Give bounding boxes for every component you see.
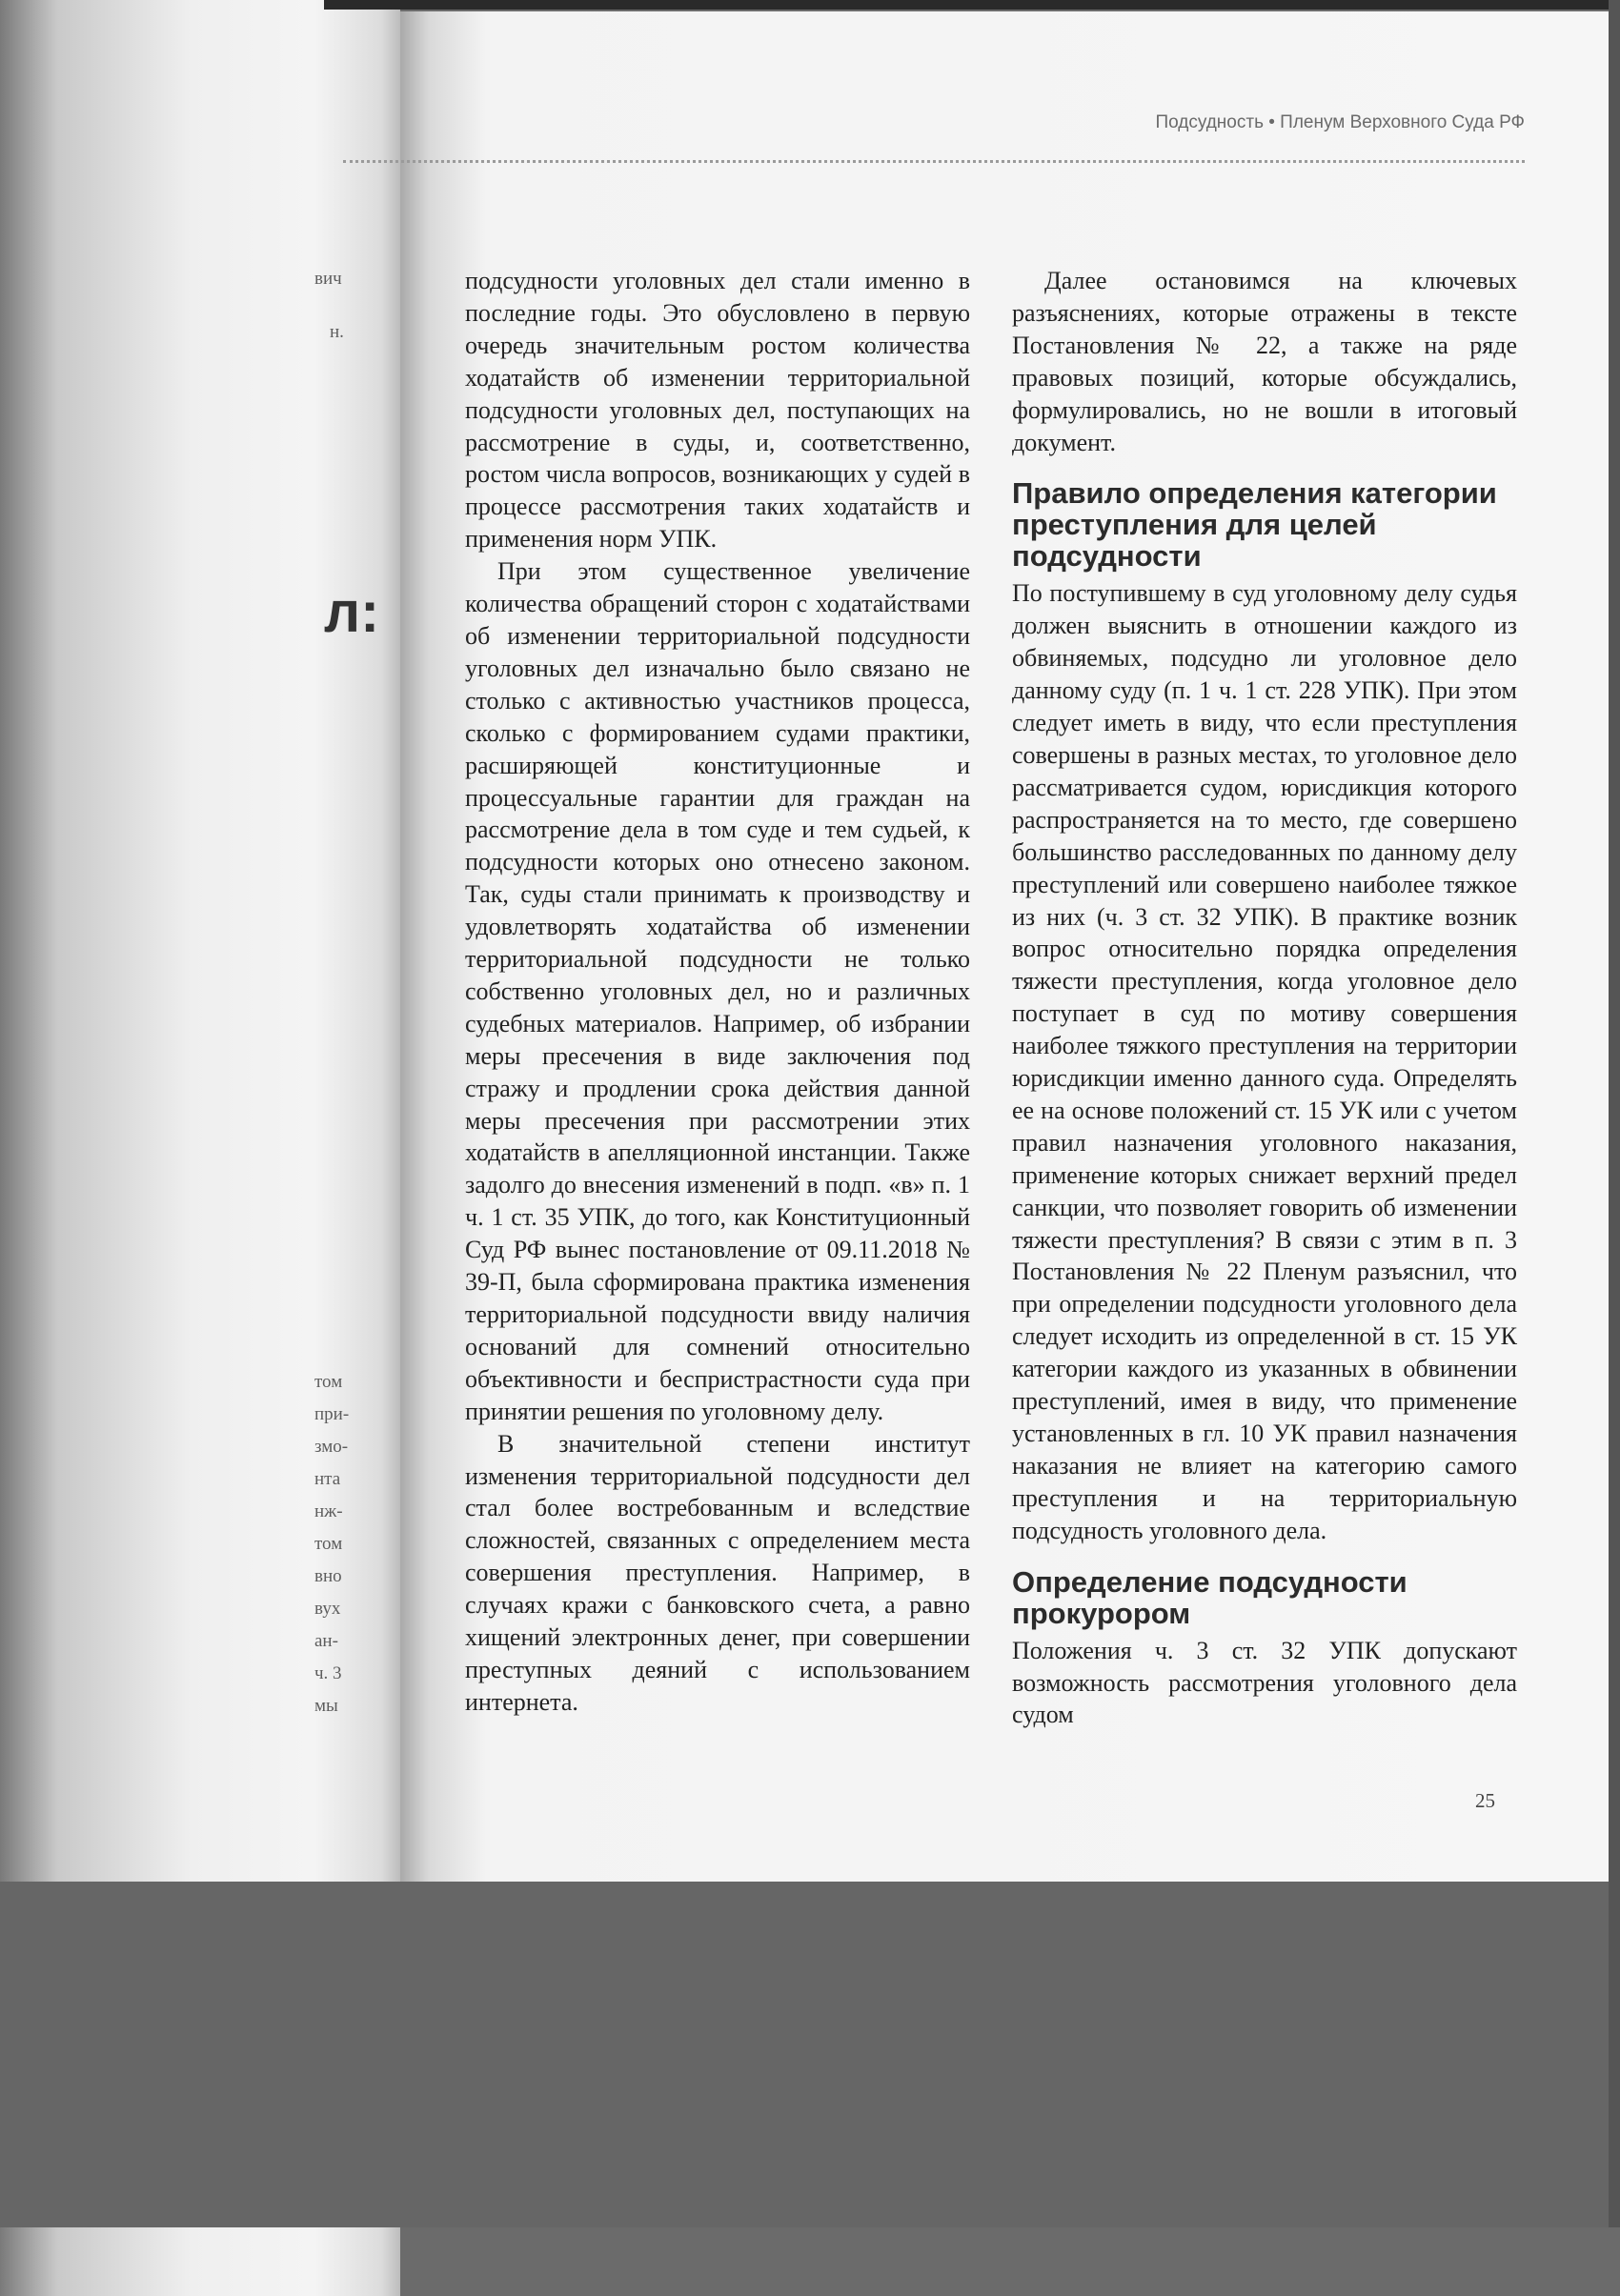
left-fragment: вич <box>314 269 342 289</box>
left-fragment: том <box>314 1534 343 1554</box>
text-column-left <box>465 265 970 1719</box>
scan-edge-top <box>324 0 1620 10</box>
left-fragment: ан- <box>314 1631 338 1651</box>
scan-background <box>0 1882 1620 2227</box>
paragraph: При этом существенное увеличение количества обращений сторон с ходатайствами об изменении территориальной подсудности уголовных дел изначально было связано не столько с активностью участников процесса, сколько с формированием судами практики, расширяющей конституционные и процессуальные гарантии для граждан на рассмотрение дела в том суде и тем судьей, к подсудности которых оно отнесено законом. Так, суды стали принимать к производству и удовлетворять ходатайства об изменении территориальной подсудности не только собственно уголовных дел, но и различных судебных материалов. Например, об избрании меры пресечения в виде заключения под стражу и продлении срока действия данной меры пресечения при рассмотрении этих ходатайств в апелляционной инстанции. Также задолго до внесения изменений в подп. «в» п. 1 ч. 1 ст. 35 УПК, до того, как Конституционный Суд РФ вынес постановление от 09.11.2018 № 39-П, была сформирована практика изменения территориальной подсудности ввиду наличия оснований для сомнений относительно объективности и беспристрастности суда при принятии решения по уголовному делу. <box>465 557 970 1425</box>
text-column-right <box>1012 265 1517 1731</box>
left-fragment: змо- <box>314 1437 349 1457</box>
left-large-char: л: <box>324 580 380 644</box>
left-fragment: вно <box>314 1566 342 1586</box>
left-fragment: нта <box>314 1469 341 1489</box>
section-heading: Правило определения категории преступления для целей подсудности <box>1012 476 1497 574</box>
left-fragment: н. <box>330 322 344 342</box>
section-heading: Определение подсудности прокурором <box>1012 1564 1407 1630</box>
left-fragment: мы <box>314 1696 338 1716</box>
header-divider <box>343 160 1525 163</box>
left-fragment: том <box>314 1372 343 1392</box>
paragraph: В значительной степени институт изменения территориальной подсудности дел стал более востребованным и вследствие сложностей, связанных с определением места совершения преступления. Например, в случаях кражи с банковского счета, а равно хищений электронных денег, при совершении преступных деяний с использованием интернета. <box>465 1429 970 1716</box>
paragraph: подсудности уголовных дел стали именно в последние годы. Это обусловлено в первую очередь значительным ростом количества ходатайств об изменении территориальной подсудности уголовных дел, поступающих на рассмотрение в суды, и, соответственно, ростом числа вопросов, возникающих у судей в процессе рассмотрения таких ходатайств и применения норм УПК. <box>465 267 970 554</box>
left-fragment: вух <box>314 1599 341 1619</box>
paragraph: Положения ч. 3 ст. 32 УПК допускают возможность рассмотрения уголовного дела судом <box>1012 1636 1517 1729</box>
paragraph: Далее остановимся на ключевых разъяснениях, которые отражены в тексте Постановления № 22, а также на ряде правовых позиций, которые обсуждались, формулировались, но не вошли в итоговый документ. <box>1012 267 1517 456</box>
left-fragment: нж- <box>314 1501 343 1521</box>
left-fragment: ч. 3 <box>314 1663 342 1683</box>
left-fragment: при- <box>314 1404 350 1424</box>
scan-edge-right <box>1609 0 1620 2227</box>
page-number: 25 <box>1475 1789 1495 1812</box>
running-header: Подсудность • Пленум Верховного Суда РФ <box>1155 112 1525 132</box>
paragraph: По поступившему в суд уголовному делу судья должен выяснить в отношении каждого из обвиняемых, подсудно ли уголовное дело данному суду (п. 1 ч. 1 ст. 228 УПК). При этом следует иметь в виду, что если преступления совершены в разных местах, то уголовное дело рассматривается судом, юрисдикция которого распространяется на то место, где совершено большинство расследованных по данному делу преступлений или совершено наиболее тяжкое из них (ч. 3 ст. 32 УПК). В практике возник вопрос относительно порядка определения тяжести преступления, когда уголовное дело поступает в суд по мотиву совершения наиболее тяжкого преступления на территории юрисдикции именно данного суда. Определять ее на основе положений ст. 15 УК или с учетом правил назначения уголовного наказания, применение которых снижает верхний предел санкции, что позволяет говорить об изменении тяжести преступления? В связи с этим в п. 3 Постановления № 22 Пленум разъяснил, что при определении подсудности уголовного дела следует исходить из определенной в ст. 15 УК категории каждого из указанных в обвинении преступлений, имея в виду, что применение установленных в гл. 10 УК правил назначения наказания не влияет на категорию самого преступления и на территориальную подсудность уголовного дела. <box>1012 579 1517 1544</box>
